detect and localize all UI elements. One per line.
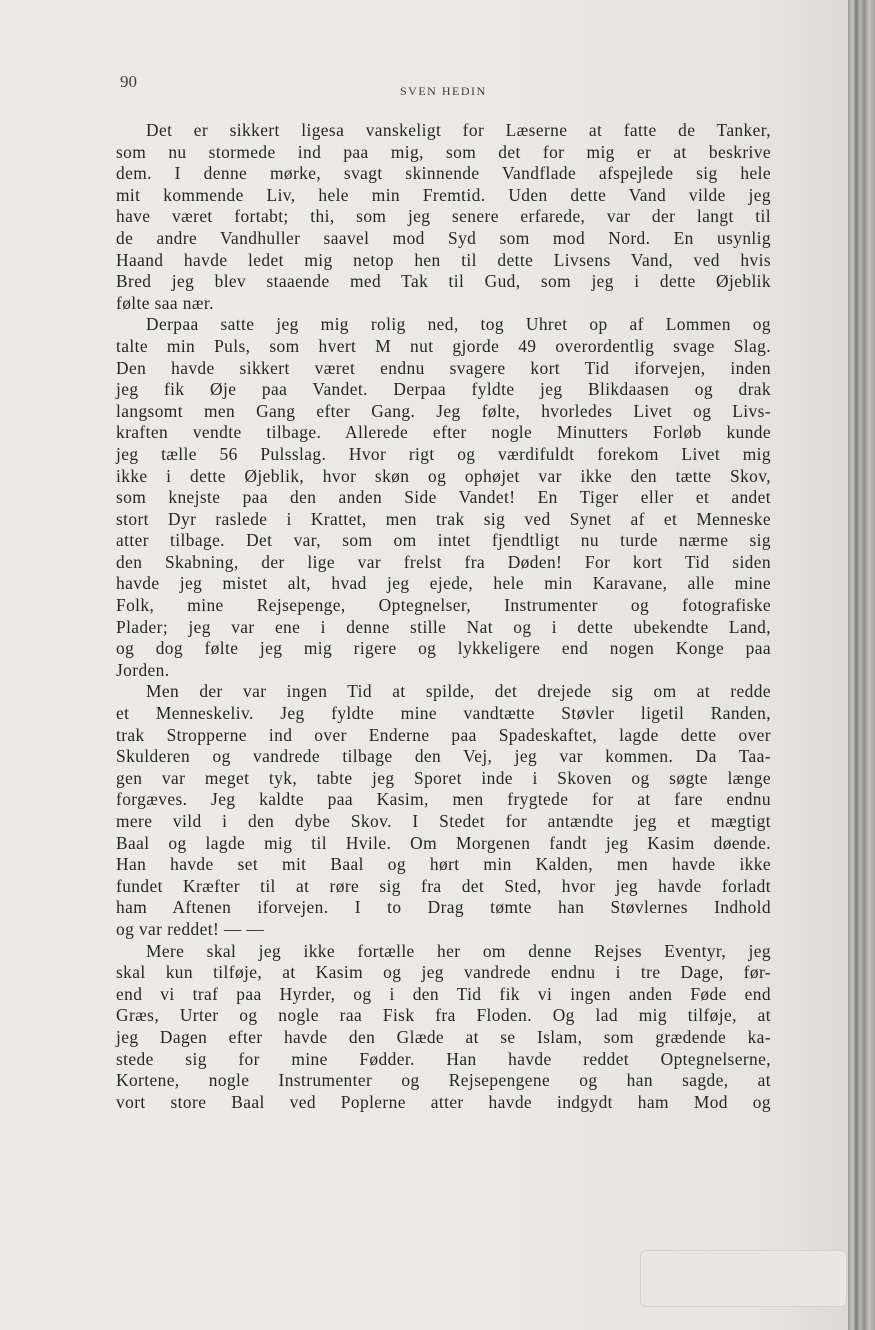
running-head: SVEN HEDIN (400, 84, 487, 98)
text-line: Det er sikkert ligesa vanskeligt for Læserne at fatte de Tanker, (146, 120, 771, 140)
book-spine-edge (848, 0, 875, 1330)
text-line: Han havde set mit Baal og hørt min Kalden, men havde ikke (116, 854, 771, 875)
text-line: langsomt men Gang efter Gang. Jeg følte, hvorledes Livet og Livs- (116, 400, 771, 421)
text-line: Den havde sikkert været endnu svagere kort Tid iforvejen, inden (116, 357, 771, 378)
text-line: gen var meget tyk, tabte jeg Sporet inde i Skoven og søgte længe (116, 767, 771, 788)
text-line: og var reddet! — — (116, 918, 265, 939)
text-line: Derpaa satte jeg mig rolig ned, tog Uhret op af Lommen og (146, 314, 771, 335)
text-line: ham Aftenen iforvejen. I to Drag tømte han Støvlernes Indhold (116, 897, 771, 918)
text-line: kraften vendte tilbage. Allerede efter nogle Minutters Forløb kunde (116, 422, 771, 443)
text-line: følte saa nær. (116, 292, 214, 313)
text-line: Baal og lagde mig til Hvile. Om Morgenen fandt jeg Kasim døende. (116, 832, 771, 853)
text-line: og dog følte jeg mig rigere og lykkeligere end nogen Konge paa (116, 638, 771, 659)
text-line: havde jeg mistet alt, hvad jeg ejede, hele min Karavane, alle mine (116, 573, 771, 594)
text-line: forgæves. Jeg kaldte paa Kasim, men frygtede for at fare endnu (116, 789, 771, 810)
text-line: talte min Puls, som hvert M nut gjorde 49 overordentlig svage Slag. (116, 335, 771, 356)
text-line: Skulderen og vandrede tilbage den Vej, jeg var kommen. Da Taa- (116, 746, 771, 767)
text-line: mit kommende Liv, hele min Fremtid. Uden dette Vand vilde jeg (116, 184, 771, 205)
bleed-through-shadow (640, 1250, 847, 1307)
text-line: mere vild i den dybe Skov. I Stedet for antændte jeg et mægtigt (116, 811, 771, 831)
text-line: Mere skal jeg ikke fortælle her om denne Rejses Eventyr, jeg (146, 940, 771, 961)
text-line: Bred jeg blev staaende med Tak til Gud, som jeg i dette Øjeblik (116, 271, 771, 292)
text-line: et Menneskeliv. Jeg fyldte mine vandtætte Støvler ligetil Randen, (116, 703, 771, 724)
text-line: de andre Vandhuller saavel mod Syd som mod Nord. En usynlig (116, 227, 771, 248)
text-line: Kortene, nogle Instrumenter og Rejsepengene og han sagde, at (116, 1070, 771, 1091)
text-line: dem. I denne mørke, svagt skinnende Vandflade afspejlede sig hele (116, 163, 771, 184)
text-line: atter tilbage. Det var, som om intet fjendtligt nu turde nærme sig (116, 530, 771, 551)
text-line: skal kun tilføje, at Kasim og jeg vandrede endnu i tre Dage, før- (116, 962, 771, 983)
text-line: Jorden. (116, 659, 170, 680)
text-line: Plader; jeg var ene i denne stille Nat og i dette ubekendte Land, (116, 616, 771, 637)
text-line: Men der var ingen Tid at spilde, det drejede sig om at redde (146, 681, 771, 702)
text-line: som nu stormede ind paa mig, som det for mig er at beskrive (116, 141, 771, 162)
text-line: have været fortabt; thi, som jeg senere erfarede, var der langt til (116, 206, 771, 227)
text-line: fundet Kræfter til at røre sig fra det Sted, hvor jeg havde forladt (116, 875, 771, 896)
text-line: jeg tælle 56 Pulsslag. Hvor rigt og værdifuldt forekom Livet mig (116, 443, 771, 464)
text-line: som knejste paa den anden Side Vandet! En Tiger eller et andet (116, 487, 771, 508)
text-line: stort Dyr raslede i Krattet, men trak sig ved Synet af et Menneske (116, 508, 771, 529)
text-line: jeg Dagen efter havde den Glæde at se Islam, som grædende ka- (116, 1026, 771, 1047)
text-line: ikke i dette Øjeblik, hvor skøn og ophøjet var ikke den tætte Skov, (116, 465, 771, 486)
text-line: trak Stropperne ind over Enderne paa Spadeskaftet, lagde dette over (116, 724, 771, 745)
text-line: Græs, Urter og nogle raa Fisk fra Floden. Og lad mig tilføje, at (116, 1005, 771, 1026)
page-number: 90 (120, 72, 137, 91)
body-text (116, 120, 771, 1113)
text-line: Folk, mine Rejsepenge, Optegnelser, Instrumenter og fotografiske (116, 595, 771, 616)
text-line: den Skabning, der lige var frelst fra Døden! For kort Tid siden (116, 551, 771, 572)
text-line: stede sig for mine Fødder. Han havde reddet Optegnelserne, (116, 1048, 771, 1069)
text-line: Haand havde ledet mig netop hen til dette Livsens Vand, ved hvis (116, 249, 771, 270)
text-line: end vi traf paa Hyrder, og i den Tid fik vi ingen anden Føde end (116, 983, 771, 1004)
text-line: vort store Baal ved Poplerne atter havde indgydt ham Mod og (116, 1091, 771, 1112)
text-line: jeg fik Øje paa Vandet. Derpaa fyldte jeg Blikdaasen og drak (116, 379, 771, 400)
